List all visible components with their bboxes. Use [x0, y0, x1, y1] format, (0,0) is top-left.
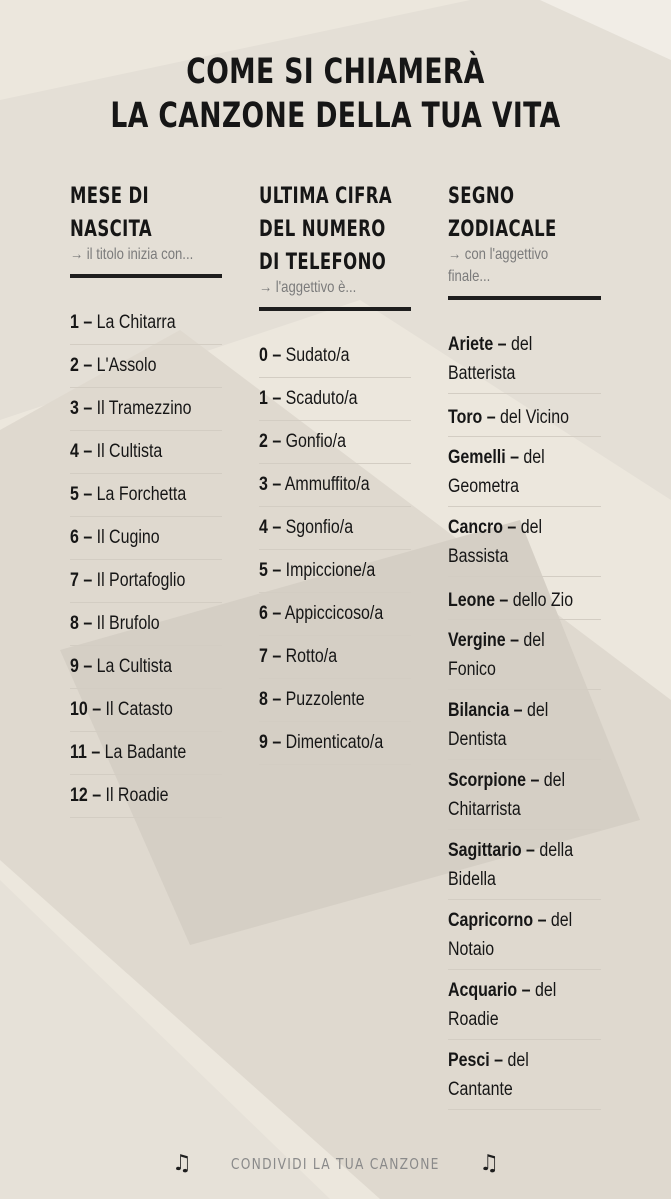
heading-line: DI TELEFONO: [259, 250, 387, 275]
phone-item: [259, 507, 411, 550]
month-item: [70, 474, 222, 517]
item-number: 1: [259, 388, 268, 409]
item-number: 12: [70, 785, 88, 806]
zodiac-sign: Ariete: [448, 334, 494, 355]
item-text: [70, 398, 192, 420]
zodiac-sign: Pesci: [448, 1050, 490, 1071]
item-label: del Roadie: [448, 980, 557, 1030]
item-separator: –: [272, 689, 282, 710]
item-text: [70, 742, 186, 764]
phone-item: [259, 593, 411, 636]
phone-item: [259, 421, 411, 464]
item-number: 5: [259, 560, 268, 581]
music-note-icon: ♫: [172, 1151, 192, 1176]
subtitle-line: → il titolo inizia con...: [70, 246, 194, 263]
title-line-2: LA CANZONE DELLA TUA VITA: [110, 96, 561, 136]
item-number: 0: [259, 345, 268, 366]
item-number: 6: [259, 603, 268, 624]
zodiac-sign: Scorpione: [448, 770, 527, 791]
heading-line: NASCITA: [70, 217, 153, 242]
zodiac-sign: Capricorno: [448, 910, 534, 931]
zodiac-sign: Leone: [448, 590, 496, 611]
item-separator: –: [83, 441, 93, 462]
column-heading: [448, 180, 563, 246]
subtitle-line: → con l'aggettivo: [448, 246, 549, 263]
item-text: [448, 976, 595, 1034]
item-label: del Vicino: [500, 407, 569, 428]
item-number: 11: [70, 742, 87, 763]
item-text: [259, 689, 365, 711]
zodiac-sign: Toro: [448, 407, 483, 428]
item-number: 1: [70, 312, 79, 333]
month-item: [70, 646, 222, 689]
item-text: [448, 403, 569, 432]
item-label: La Chitarra: [96, 312, 176, 333]
item-text: [70, 312, 176, 334]
item-label: La Forchetta: [96, 484, 187, 505]
item-separator: –: [497, 334, 507, 355]
zodiac-item: [448, 970, 601, 1040]
item-separator: –: [494, 1050, 504, 1071]
item-separator: –: [83, 527, 93, 548]
item-text: [70, 699, 173, 721]
item-number: 4: [259, 517, 268, 538]
item-separator: –: [272, 345, 282, 366]
item-label: Il Cugino: [96, 527, 160, 548]
item-separator: –: [83, 398, 93, 419]
item-text: [70, 785, 169, 807]
zodiac-item: [448, 1040, 601, 1110]
zodiac-item: [448, 507, 601, 577]
month-item: [70, 689, 222, 732]
zodiac-sign: Bilancia: [448, 700, 510, 721]
column-subtitle: [259, 277, 384, 299]
item-text: [259, 474, 370, 496]
phone-column: [259, 180, 411, 765]
item-label: L'Assolo: [96, 355, 157, 376]
item-separator: –: [272, 560, 282, 581]
item-label: La Cultista: [96, 656, 173, 677]
heading-divider: [70, 274, 222, 278]
month-item: [70, 775, 222, 818]
item-label: Il Roadie: [105, 785, 169, 806]
item-number: 9: [259, 732, 268, 753]
item-label: La Badante: [104, 742, 187, 763]
item-separator: –: [526, 840, 535, 861]
month-item: [70, 517, 222, 560]
item-separator: –: [272, 646, 282, 667]
item-label: Il Brufolo: [96, 613, 160, 634]
phone-digit-list: [259, 335, 411, 765]
month-list: [70, 302, 222, 818]
column-subtitle: [70, 244, 195, 266]
heading-line: SEGNO: [448, 184, 515, 209]
item-separator: –: [272, 603, 282, 624]
month-column: [70, 180, 222, 818]
item-label: della Bidella: [448, 840, 574, 890]
item-text: [448, 513, 595, 571]
phone-item: [259, 679, 411, 722]
item-separator: –: [83, 312, 93, 333]
zodiac-item: [448, 577, 601, 620]
month-item: [70, 560, 222, 603]
item-label: del Chitarrista: [448, 770, 566, 820]
item-text: [70, 570, 185, 592]
item-label: Il Portafoglio: [96, 570, 186, 591]
item-label: Il Catasto: [105, 699, 173, 720]
item-label: Sudato/a: [285, 345, 350, 366]
heading-divider: [259, 307, 411, 311]
item-separator: –: [272, 474, 282, 495]
phone-item: [259, 335, 411, 378]
item-label: Scaduto/a: [285, 388, 358, 409]
zodiac-sign: Vergine: [448, 630, 506, 651]
item-separator: –: [272, 732, 282, 753]
item-text: [448, 330, 595, 388]
zodiac-sign: Cancro: [448, 517, 503, 538]
item-separator: –: [510, 630, 519, 651]
heading-line: ZODIACALE: [448, 217, 557, 242]
column-heading: [70, 180, 184, 246]
item-number: 5: [70, 484, 79, 505]
item-separator: –: [521, 980, 531, 1001]
share-song-button[interactable]: CONDIVIDI LA TUA CANZONE: [231, 1155, 440, 1173]
zodiac-item: [448, 760, 601, 830]
item-label: Gonfio/a: [285, 431, 346, 452]
item-label: Ammuffito/a: [284, 474, 370, 495]
item-text: [448, 1046, 595, 1104]
item-text: [259, 431, 346, 453]
item-label: del Dentista: [448, 700, 549, 750]
item-number: 4: [70, 441, 79, 462]
item-separator: –: [83, 355, 93, 376]
item-separator: –: [92, 785, 102, 806]
item-number: 10: [70, 699, 88, 720]
item-text: [448, 906, 595, 964]
heading-divider: [448, 296, 601, 300]
item-text: [70, 527, 160, 549]
item-label: Dimenticato/a: [285, 732, 384, 753]
zodiac-item: [448, 900, 601, 970]
item-separator: –: [272, 388, 282, 409]
zodiac-item: [448, 620, 601, 690]
zodiac-item: [448, 830, 601, 900]
item-separator: –: [510, 447, 519, 468]
item-number: 2: [259, 431, 268, 452]
month-item: [70, 302, 222, 345]
item-number: 7: [259, 646, 268, 667]
item-number: 7: [70, 570, 79, 591]
item-text: [448, 766, 595, 824]
zodiac-item: [448, 690, 601, 760]
month-item: [70, 732, 222, 775]
item-separator: –: [537, 910, 547, 931]
item-number: 9: [70, 656, 79, 677]
zodiac-item: [448, 324, 601, 394]
item-text: [70, 441, 162, 463]
subtitle-line: finale...: [448, 268, 491, 285]
item-number: 2: [70, 355, 79, 376]
item-separator: –: [92, 699, 102, 720]
item-separator: –: [272, 431, 282, 452]
item-label: del Batterista: [448, 334, 533, 384]
item-number: 3: [70, 398, 79, 419]
item-text: [448, 836, 595, 894]
item-separator: –: [507, 517, 517, 538]
item-label: Il Tramezzino: [96, 398, 192, 419]
share-bar[interactable]: [0, 1150, 671, 1178]
zodiac-item: [448, 394, 601, 437]
item-label: del Cantante: [448, 1050, 529, 1100]
month-item: [70, 388, 222, 431]
zodiac-sign: Acquario: [448, 980, 518, 1001]
item-text: [259, 388, 358, 410]
item-text: [259, 517, 353, 539]
item-text: [448, 696, 595, 754]
item-separator: –: [83, 484, 93, 505]
item-text: [448, 626, 595, 684]
zodiac-item: [448, 437, 601, 507]
heading-line: MESE DI: [70, 184, 150, 209]
subtitle-line: → l'aggettivo è...: [259, 279, 357, 296]
item-number: 6: [70, 527, 79, 548]
item-label: Puzzolente: [285, 689, 365, 710]
page-title: [81, 50, 591, 138]
month-item: [70, 603, 222, 646]
phone-item: [259, 722, 411, 765]
zodiac-column: [448, 180, 601, 1110]
phone-item: [259, 550, 411, 593]
month-item: [70, 345, 222, 388]
music-note-icon: ♫: [479, 1151, 499, 1176]
item-label: del Notaio: [448, 910, 573, 960]
zodiac-list: [448, 324, 601, 1110]
item-label: del Bassista: [448, 517, 543, 567]
item-text: [259, 646, 337, 668]
item-separator: –: [486, 407, 496, 428]
item-label: Il Cultista: [96, 441, 163, 462]
item-text: [70, 484, 186, 506]
phone-item: [259, 378, 411, 421]
item-text: [259, 732, 383, 754]
column-heading: [259, 180, 393, 279]
item-label: del Fonico: [448, 630, 545, 680]
phone-item: [259, 464, 411, 507]
item-label: Appiccicoso/a: [284, 603, 384, 624]
item-separator: –: [83, 656, 93, 677]
item-text: [259, 603, 383, 625]
item-number: 8: [70, 613, 79, 634]
month-item: [70, 431, 222, 474]
item-number: 3: [259, 474, 268, 495]
item-text: [448, 586, 573, 615]
item-label: Rotto/a: [285, 646, 338, 667]
item-separator: –: [83, 570, 93, 591]
phone-item: [259, 636, 411, 679]
item-separator: –: [530, 770, 540, 791]
item-separator: –: [272, 517, 282, 538]
item-text: [70, 656, 172, 678]
item-separator: –: [83, 613, 93, 634]
zodiac-sign: Gemelli: [448, 447, 506, 468]
item-text: [448, 443, 595, 501]
item-separator: –: [513, 700, 523, 721]
heading-line: DEL NUMERO: [259, 217, 386, 242]
item-separator: –: [91, 742, 101, 763]
item-text: [259, 560, 375, 582]
item-label: dello Zio: [512, 590, 574, 611]
item-label: Impiccione/a: [285, 560, 376, 581]
item-number: 8: [259, 689, 268, 710]
item-separator: –: [499, 590, 509, 611]
item-text: [70, 355, 156, 377]
item-text: [70, 613, 160, 635]
item-text: [259, 345, 350, 367]
column-subtitle: [448, 244, 573, 288]
title-line-1: COME SI CHIAMERÀ: [186, 52, 485, 92]
zodiac-sign: Sagittario: [448, 840, 522, 861]
item-label: Sgonfio/a: [285, 517, 354, 538]
heading-line: ULTIMA CIFRA: [259, 184, 393, 209]
item-label: del Geometra: [448, 447, 545, 497]
